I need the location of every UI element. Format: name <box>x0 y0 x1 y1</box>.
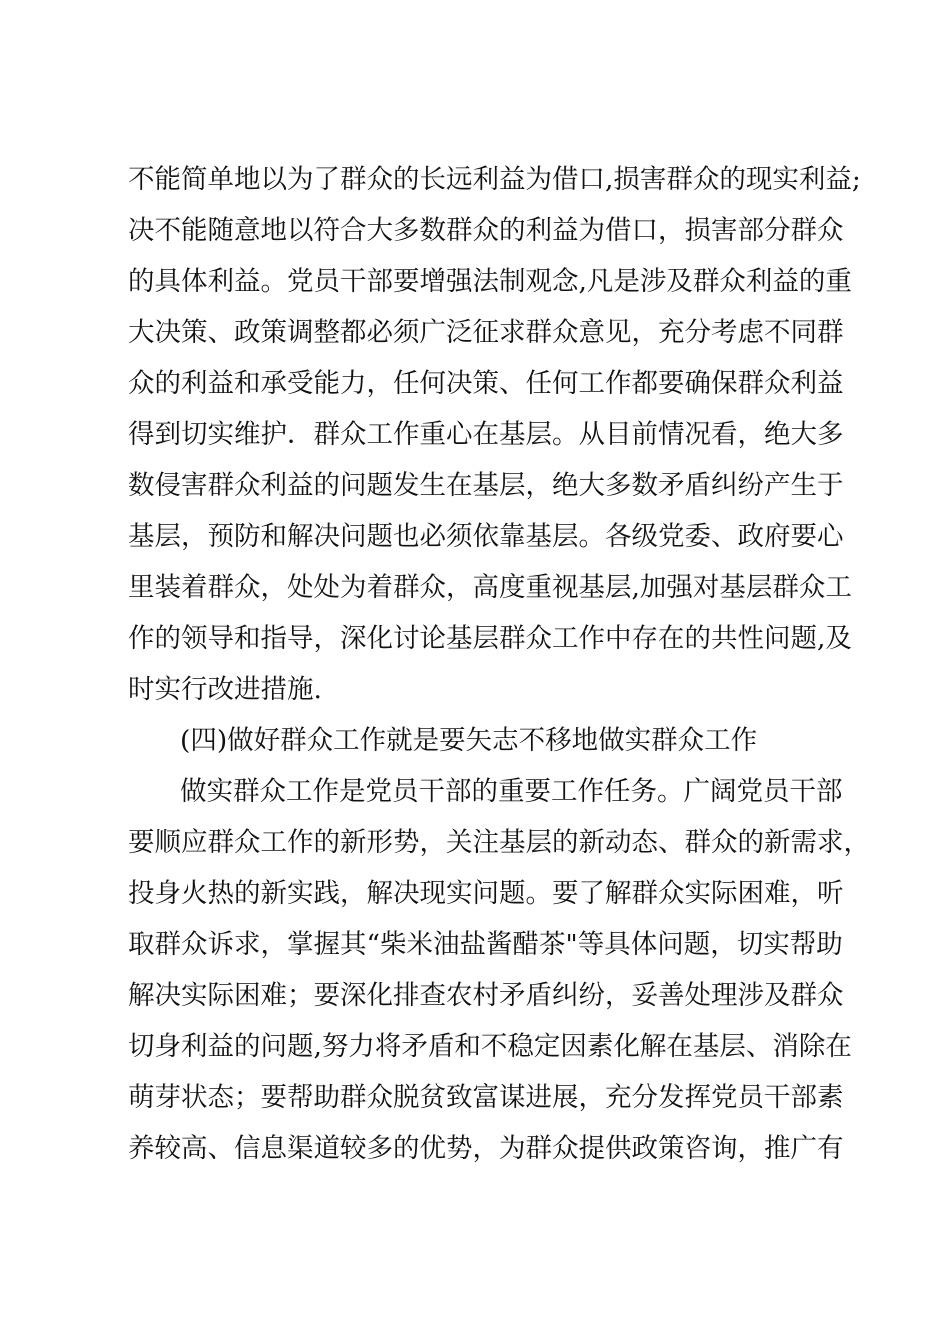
text-line: 不能简单地以为了群众的长远利益为借口,损害群众的现实利益; <box>128 164 861 195</box>
text-line: 取群众诉求，掌握其“柴米油盐酱醋茶"等具体问题，切实帮助 <box>128 929 843 960</box>
section-heading: (四)做好群众工作就是要矢志不移地做实群众工作 <box>180 725 758 756</box>
text-line: 数侵害群众利益的问题发生在基层，绝大多数矛盾纠纷产生于 <box>128 470 844 501</box>
text-line: 作的领导和指导，深化讨论基层群众工作中存在的共性问题,及 <box>128 623 852 654</box>
text-line: 决不能随意地以符合大多数群众的利益为借口，损害部分群众 <box>128 215 844 246</box>
text-line: 基层，预防和解决问题也必须依靠基层。各级党委、政府要心 <box>128 521 844 552</box>
text-line: 投身火热的新实践，解决现实问题。要了解群众实际困难，听 <box>128 878 844 909</box>
text-line: 大决策、政策调整都必须广泛征求群众意见，充分考虑不同群 <box>128 317 844 348</box>
text-line: 要顺应群众工作的新形势，关注基层的新动态、群众的新需求， <box>128 827 870 858</box>
text-line: 时实行改进措施. <box>128 674 322 705</box>
text-line: 切身利益的问题,努力将矛盾和不稳定因素化解在基层、消除在 <box>128 1031 852 1062</box>
text-line: 解决实际困难；要深化排查农村矛盾纠纷，妥善处理涉及群众 <box>128 980 844 1011</box>
text-line: 得到切实维护．群众工作重心在基层。从目前情况看，绝大多 <box>128 419 844 450</box>
paragraph-first-line: 做实群众工作是党员干部的重要工作任务。广阔党员干部 <box>180 776 843 807</box>
text-line: 萌芽状态；要帮助群众脱贫致富谋进展，充分发挥党员干部素 <box>128 1082 844 1113</box>
text-line: 养较高、信息渠道较多的优势，为群众提供政策咨询，推广有 <box>128 1133 844 1164</box>
text-line: 众的利益和承受能力，任何决策、任何工作都要确保群众利益 <box>128 368 844 399</box>
text-line: 的具体利益。党员干部要增强法制观念,凡是涉及群众利益的重 <box>128 266 852 297</box>
body-text <box>128 154 870 1174</box>
text-line: 里装着群众，处处为着群众，高度重视基层,加强对基层群众工 <box>128 572 852 603</box>
